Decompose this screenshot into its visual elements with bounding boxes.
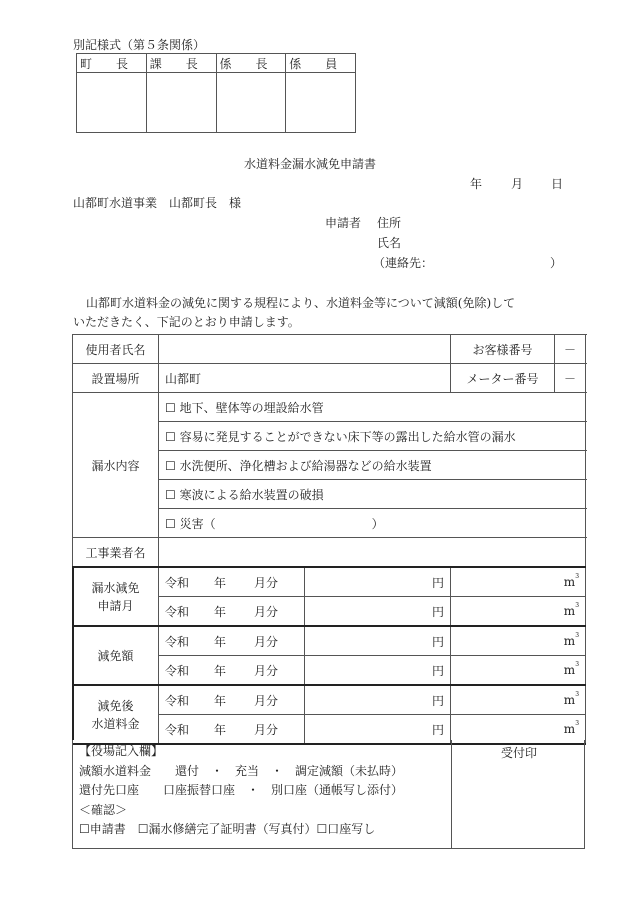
applicant-name-label: 氏名	[377, 236, 402, 250]
applicant-contact-label: （連絡先：	[373, 256, 434, 270]
form-title: 水道料金漏水減免申請書	[244, 157, 377, 171]
volume-m3-field[interactable]: $m^3$	[451, 626, 586, 656]
receipt-stamp-box	[451, 740, 586, 848]
approval-box-staff	[286, 73, 356, 133]
leak-option-cold-wave[interactable]: ☐ 寒波による給水装置の破損	[159, 480, 586, 509]
location-label: 設置場所	[73, 364, 159, 393]
contractor-field[interactable]	[159, 538, 586, 568]
approval-header-mayor: 町 長	[77, 54, 147, 73]
period-group-label-after: 減免後 水道料金	[73, 685, 159, 744]
contractor-label: 工事業者名	[73, 538, 159, 568]
yen-amount-field[interactable]: 円	[305, 597, 451, 627]
period-month-field[interactable]: 令和 年 月分	[159, 685, 305, 715]
yen-amount-field[interactable]: 円	[305, 685, 451, 715]
office-use-section	[72, 740, 585, 849]
date-year-field: 年	[470, 177, 483, 191]
volume-m3-field[interactable]: $m^3$	[451, 567, 586, 597]
user-name-field[interactable]	[159, 335, 451, 364]
applicant-label: 申請者	[325, 216, 362, 230]
period-month-field[interactable]: 令和 年 月分	[159, 567, 305, 597]
user-name-label: 使用者氏名	[73, 335, 159, 364]
office-account-line: 還付先口座 口座振替口座 ・ 別口座（通帳写し添付）	[79, 783, 404, 797]
period-month-field[interactable]: 令和 年 月分	[159, 715, 305, 745]
approval-header-staff: 係 員	[286, 54, 356, 73]
applicant-contact-close: ）	[550, 256, 563, 270]
yen-amount-field[interactable]: 円	[305, 715, 451, 745]
approval-header-subsection-chief: 係 長	[216, 54, 286, 73]
location-field[interactable]: 山都町	[159, 364, 451, 393]
approval-box-mayor	[77, 73, 147, 133]
applicant-address-label: 住所	[377, 216, 402, 230]
group-border-left	[72, 566, 74, 740]
form-reference: 別記様式（第５条関係）	[73, 38, 206, 52]
approval-stamp-table	[76, 53, 356, 133]
volume-m3-field[interactable]: $m^3$	[451, 656, 586, 686]
date-day-field: 日	[551, 177, 564, 191]
volume-m3-field[interactable]: $m^3$	[451, 685, 586, 715]
approval-box-subsection-chief	[216, 73, 286, 133]
period-month-field[interactable]: 令和 年 月分	[159, 626, 305, 656]
addressee: 山都町水道事業 山都町長 様	[73, 196, 242, 210]
leak-option-fixtures[interactable]: ☐ 水洗便所、浄化槽および給湯器などの給水装置	[159, 451, 586, 480]
yen-amount-field[interactable]: 円	[305, 656, 451, 686]
receipt-stamp-label: 受付印	[500, 746, 537, 760]
office-refund-line: 減額水道料金 還付 ・ 充当 ・ 調定減額（未払時）	[79, 763, 404, 778]
yen-amount-field[interactable]: 円	[305, 567, 451, 597]
leak-details-label: 漏水内容	[73, 393, 159, 538]
customer-number-field[interactable]: －	[555, 335, 586, 364]
approval-box-section-chief	[146, 73, 216, 133]
period-group-label-reduction: 減免額	[73, 626, 159, 685]
approval-header-section-chief: 課 長	[146, 54, 216, 73]
period-month-field[interactable]: 令和 年 月分	[159, 597, 305, 627]
intro-text-line1: 山都町水道料金の減免に関する規程により、水道料金等について減額(免除)して	[86, 296, 516, 310]
leak-option-exposed-pipe[interactable]: ☐ 容易に発見することができない床下等の露出した給水管の漏水	[159, 422, 586, 451]
office-checklist: ☐申請書 ☐漏水修繕完了証明書（写真付）☐口座写し	[79, 822, 376, 836]
yen-amount-field[interactable]: 円	[305, 626, 451, 656]
office-heading: 【役場記入欄】	[79, 744, 164, 758]
period-group-label-application: 漏水減免 申請月	[73, 567, 159, 626]
leak-option-disaster[interactable]: ☐ 災害（ ）	[159, 509, 586, 538]
period-month-field[interactable]: 令和 年 月分	[159, 656, 305, 686]
application-table	[72, 334, 586, 745]
intro-text-line2: いただきたく、下記のとおり申請します。	[73, 315, 300, 329]
volume-m3-field[interactable]: $m^3$	[451, 715, 586, 745]
volume-m3-field[interactable]: $m^3$	[451, 597, 586, 627]
customer-number-label: お客様番号	[451, 335, 555, 364]
meter-number-field[interactable]: －	[555, 364, 586, 393]
office-confirm-label: ＜確認＞	[79, 802, 128, 817]
leak-option-buried-pipe[interactable]: ☐ 地下、壁体等の埋設給水管	[159, 393, 586, 422]
meter-number-label: メーター番号	[451, 364, 555, 393]
date-month-field: 月	[511, 177, 524, 191]
